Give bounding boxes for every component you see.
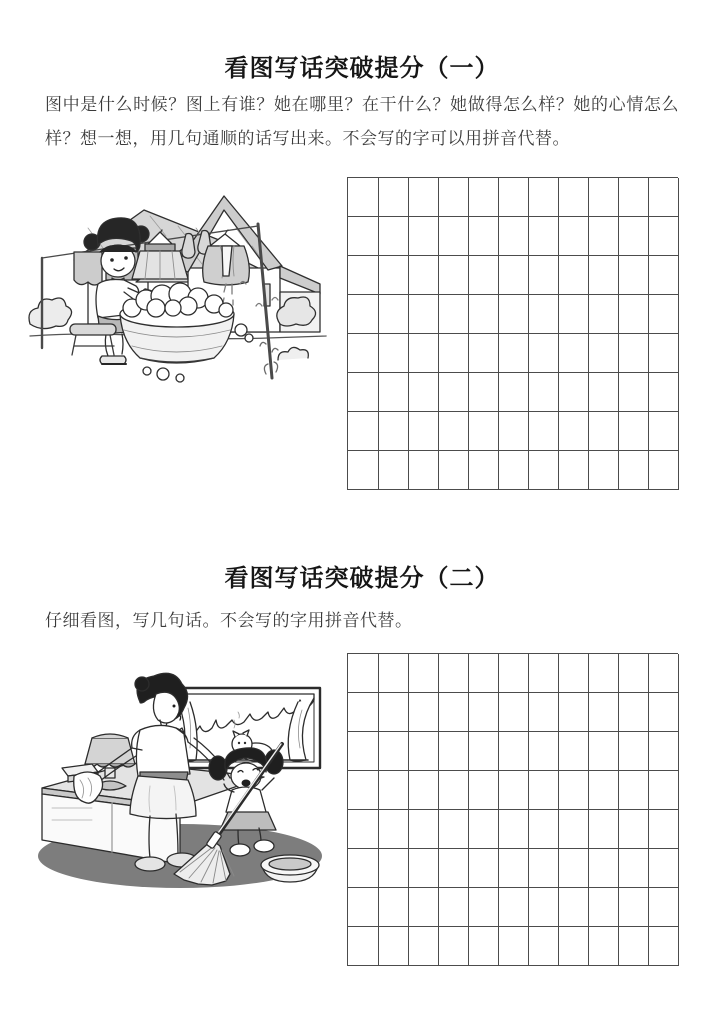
writing-cell bbox=[438, 888, 469, 927]
writing-cell bbox=[528, 451, 559, 490]
writing-cell bbox=[438, 256, 469, 295]
writing-cell bbox=[498, 693, 529, 732]
writing-cell bbox=[528, 373, 559, 412]
writing-cell bbox=[528, 178, 559, 217]
section1-instructions: 图中是什么时候？图上有谁？她在哪里？在干什么？她做得怎么样？她的心情怎么样？想一想，用几句通顺的话写出来。不会写的字可以用拼音代替。 bbox=[45, 95, 679, 148]
writing-cell bbox=[558, 849, 589, 888]
writing-cell bbox=[408, 849, 439, 888]
writing-cell bbox=[498, 217, 529, 256]
writing-cell bbox=[618, 732, 649, 771]
writing-cell bbox=[468, 256, 499, 295]
writing-cell bbox=[498, 451, 529, 490]
writing-cell bbox=[648, 451, 679, 490]
writing-cell bbox=[378, 849, 409, 888]
writing-grid-1 bbox=[347, 177, 678, 490]
writing-cell bbox=[618, 334, 649, 373]
writing-cell bbox=[408, 334, 439, 373]
writing-cell bbox=[528, 295, 559, 334]
writing-cell bbox=[438, 373, 469, 412]
writing-cell bbox=[438, 810, 469, 849]
writing-cell bbox=[588, 412, 619, 451]
floor-basin bbox=[261, 855, 319, 882]
writing-cell bbox=[528, 412, 559, 451]
writing-cell bbox=[348, 256, 379, 295]
writing-cell bbox=[558, 888, 589, 927]
writing-cell bbox=[558, 654, 589, 693]
writing-cell bbox=[498, 334, 529, 373]
writing-cell bbox=[438, 693, 469, 732]
writing-cell bbox=[558, 451, 589, 490]
writing-cell bbox=[498, 732, 529, 771]
writing-cell bbox=[498, 810, 529, 849]
writing-cell bbox=[378, 334, 409, 373]
writing-cell bbox=[528, 732, 559, 771]
writing-cell bbox=[468, 412, 499, 451]
writing-cell bbox=[588, 693, 619, 732]
writing-cell bbox=[528, 888, 559, 927]
writing-cell bbox=[438, 771, 469, 810]
writing-cell bbox=[498, 295, 529, 334]
writing-cell bbox=[408, 373, 439, 412]
writing-cell bbox=[498, 849, 529, 888]
writing-cell bbox=[378, 693, 409, 732]
writing-cell bbox=[348, 849, 379, 888]
writing-cell bbox=[558, 693, 589, 732]
writing-cell bbox=[648, 810, 679, 849]
writing-cell bbox=[378, 732, 409, 771]
writing-cell bbox=[588, 771, 619, 810]
writing-cell bbox=[378, 217, 409, 256]
writing-cell bbox=[438, 295, 469, 334]
writing-cell bbox=[588, 451, 619, 490]
writing-cell bbox=[408, 771, 439, 810]
writing-cell bbox=[558, 217, 589, 256]
writing-cell bbox=[468, 888, 499, 927]
writing-cell bbox=[618, 217, 649, 256]
writing-cell bbox=[648, 732, 679, 771]
writing-cell bbox=[528, 334, 559, 373]
writing-cell bbox=[408, 732, 439, 771]
writing-cell bbox=[438, 412, 469, 451]
writing-cell bbox=[408, 217, 439, 256]
writing-cell bbox=[468, 654, 499, 693]
writing-cell bbox=[408, 654, 439, 693]
writing-cell bbox=[498, 178, 529, 217]
illustration-mother-daughter-cleaning bbox=[28, 668, 328, 903]
writing-cell bbox=[348, 334, 379, 373]
writing-cell bbox=[648, 334, 679, 373]
writing-cell bbox=[528, 771, 559, 810]
writing-cell bbox=[408, 412, 439, 451]
writing-cell bbox=[588, 256, 619, 295]
writing-cell bbox=[558, 810, 589, 849]
writing-cell bbox=[378, 927, 409, 966]
writing-cell bbox=[528, 927, 559, 966]
writing-cell bbox=[558, 295, 589, 334]
writing-cell bbox=[348, 412, 379, 451]
writing-cell bbox=[468, 771, 499, 810]
writing-cell bbox=[498, 412, 529, 451]
writing-cell bbox=[378, 295, 409, 334]
writing-cell bbox=[378, 451, 409, 490]
writing-cell bbox=[438, 654, 469, 693]
writing-cell bbox=[618, 412, 649, 451]
writing-cell bbox=[618, 451, 649, 490]
writing-cell bbox=[558, 732, 589, 771]
writing-cell bbox=[588, 849, 619, 888]
writing-cell bbox=[618, 849, 649, 888]
writing-cell bbox=[468, 693, 499, 732]
writing-cell bbox=[468, 217, 499, 256]
writing-cell bbox=[648, 654, 679, 693]
writing-cell bbox=[468, 295, 499, 334]
writing-cell bbox=[348, 927, 379, 966]
writing-cell bbox=[648, 849, 679, 888]
writing-cell bbox=[468, 373, 499, 412]
writing-cell bbox=[528, 217, 559, 256]
writing-cell bbox=[588, 732, 619, 771]
writing-cell bbox=[378, 256, 409, 295]
writing-cell bbox=[348, 217, 379, 256]
writing-cell bbox=[588, 810, 619, 849]
writing-cell bbox=[618, 373, 649, 412]
writing-cell bbox=[348, 295, 379, 334]
writing-cell bbox=[438, 178, 469, 217]
writing-cell bbox=[558, 373, 589, 412]
writing-cell bbox=[438, 217, 469, 256]
writing-cell bbox=[378, 654, 409, 693]
writing-cell bbox=[558, 771, 589, 810]
writing-cell bbox=[468, 334, 499, 373]
writing-cell bbox=[648, 771, 679, 810]
writing-cell bbox=[378, 412, 409, 451]
writing-cell bbox=[378, 771, 409, 810]
section2-instructions: 仔细看图，写几句话。不会写的字用拼音代替。 bbox=[45, 611, 413, 630]
writing-cell bbox=[408, 256, 439, 295]
writing-cell bbox=[588, 295, 619, 334]
writing-cell bbox=[588, 178, 619, 217]
writing-cell bbox=[438, 334, 469, 373]
writing-cell bbox=[618, 927, 649, 966]
writing-cell bbox=[498, 888, 529, 927]
writing-cell bbox=[438, 732, 469, 771]
writing-cell bbox=[648, 412, 679, 451]
writing-cell bbox=[558, 256, 589, 295]
writing-cell bbox=[618, 178, 649, 217]
writing-cell bbox=[348, 888, 379, 927]
writing-cell bbox=[438, 849, 469, 888]
writing-cell bbox=[648, 693, 679, 732]
writing-cell bbox=[648, 927, 679, 966]
writing-cell bbox=[468, 810, 499, 849]
writing-cell bbox=[528, 256, 559, 295]
writing-cell bbox=[498, 927, 529, 966]
writing-cell bbox=[648, 256, 679, 295]
writing-cell bbox=[588, 888, 619, 927]
writing-cell bbox=[438, 927, 469, 966]
writing-cell bbox=[588, 654, 619, 693]
writing-cell bbox=[378, 888, 409, 927]
writing-cell bbox=[528, 654, 559, 693]
writing-cell bbox=[588, 334, 619, 373]
writing-cell bbox=[348, 810, 379, 849]
writing-cell bbox=[348, 178, 379, 217]
writing-cell bbox=[528, 693, 559, 732]
writing-cell bbox=[648, 295, 679, 334]
illustration-girl-washing-clothes bbox=[28, 188, 328, 388]
bush-left bbox=[29, 298, 72, 329]
writing-cell bbox=[618, 771, 649, 810]
writing-cell bbox=[468, 732, 499, 771]
writing-cell bbox=[378, 373, 409, 412]
writing-cell bbox=[618, 810, 649, 849]
writing-cell bbox=[498, 373, 529, 412]
writing-cell bbox=[528, 849, 559, 888]
writing-cell bbox=[588, 373, 619, 412]
writing-cell bbox=[348, 771, 379, 810]
writing-cell bbox=[408, 927, 439, 966]
writing-cell bbox=[528, 810, 559, 849]
writing-cell bbox=[408, 810, 439, 849]
writing-cell bbox=[558, 334, 589, 373]
writing-cell bbox=[648, 888, 679, 927]
writing-cell bbox=[648, 373, 679, 412]
writing-cell bbox=[348, 693, 379, 732]
writing-cell bbox=[378, 810, 409, 849]
writing-cell bbox=[438, 451, 469, 490]
writing-cell bbox=[558, 927, 589, 966]
writing-cell bbox=[468, 849, 499, 888]
writing-cell bbox=[618, 256, 649, 295]
writing-cell bbox=[408, 178, 439, 217]
writing-cell bbox=[558, 178, 589, 217]
writing-cell bbox=[348, 373, 379, 412]
writing-cell bbox=[348, 451, 379, 490]
writing-cell bbox=[408, 295, 439, 334]
writing-cell bbox=[588, 927, 619, 966]
writing-cell bbox=[618, 295, 649, 334]
stool bbox=[70, 324, 116, 355]
writing-cell bbox=[498, 256, 529, 295]
writing-cell bbox=[408, 888, 439, 927]
writing-cell bbox=[498, 771, 529, 810]
writing-cell bbox=[408, 693, 439, 732]
writing-cell bbox=[588, 217, 619, 256]
writing-cell bbox=[618, 654, 649, 693]
writing-cell bbox=[618, 693, 649, 732]
section1-title: 看图写话突破提分（一） bbox=[224, 56, 500, 82]
hanging-towel bbox=[74, 252, 102, 285]
writing-cell bbox=[408, 451, 439, 490]
writing-cell bbox=[348, 732, 379, 771]
writing-cell bbox=[378, 178, 409, 217]
writing-cell bbox=[348, 654, 379, 693]
section2-title: 看图写话突破提分（二） bbox=[224, 566, 500, 592]
writing-grid-2 bbox=[347, 653, 678, 966]
writing-cell bbox=[468, 927, 499, 966]
writing-cell bbox=[468, 178, 499, 217]
writing-cell bbox=[648, 217, 679, 256]
writing-cell bbox=[468, 451, 499, 490]
writing-cell bbox=[618, 888, 649, 927]
bush-bottom-right bbox=[278, 347, 308, 360]
writing-cell bbox=[558, 412, 589, 451]
writing-cell bbox=[648, 178, 679, 217]
writing-cell bbox=[498, 654, 529, 693]
